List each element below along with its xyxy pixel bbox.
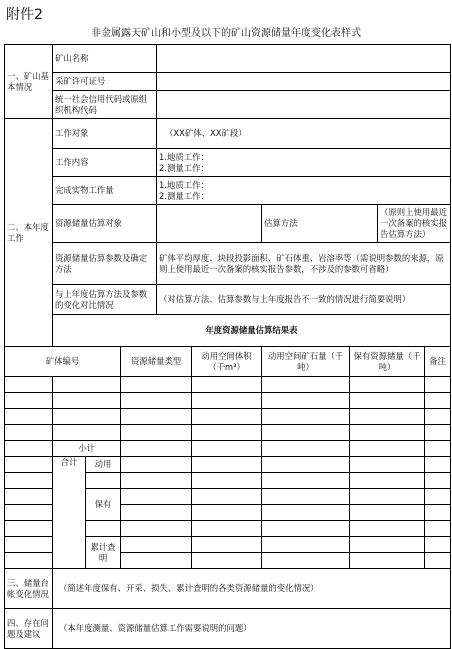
- used-label: 动用: [86, 457, 121, 473]
- section1-label: 一、矿山基本情况: [5, 45, 53, 119]
- subtotal-label: 小计: [53, 441, 121, 457]
- table-row: [5, 409, 451, 425]
- table-row: [5, 377, 451, 393]
- params-label: 资源储量估算参数及确定方法: [53, 243, 157, 285]
- section4-label: 四、存在问题及建议: [5, 609, 53, 649]
- col-header-ore: 动用空间矿石量（千吨）: [262, 347, 350, 377]
- col-header-orebody: 矿体编号: [5, 347, 121, 377]
- col-header-retained: 保有资源储量（千吨）: [350, 347, 425, 377]
- work-object-value: （XX矿体、XX矿段）: [157, 119, 451, 149]
- table-row: [5, 393, 451, 409]
- compare-label: 与上年度估算方法及参数的变化对比情况: [53, 285, 157, 315]
- physical-work-label: 完成实物工作量: [53, 177, 157, 205]
- col-header-remarks: 备注: [425, 347, 451, 377]
- section3-value: （简述年度保有、开采、损失、累计查明的各类资源储量的变化情况）: [53, 569, 451, 609]
- credit-code-value[interactable]: [157, 91, 451, 119]
- physical-work-value: [157, 177, 451, 205]
- work-content-line-2: 2.测量工作：: [159, 162, 209, 173]
- estimate-method-label: 估算方法: [262, 205, 378, 243]
- estimate-method-note: （原则上使用最近一次备案的核实报告估算方法）: [378, 205, 451, 243]
- cumulative-label: 累计查明: [86, 537, 121, 569]
- work-content-line-1: 1.地质工作：: [159, 151, 209, 162]
- section3-label: 三、储量台帐变化情况: [5, 569, 53, 609]
- col-header-volume: 动用空间体积（千m³）: [192, 347, 262, 377]
- attachment-label: 附件2: [6, 7, 43, 23]
- reserve-change-form: [4, 44, 451, 649]
- physical-work-line-2: 2.测量工作：: [159, 190, 209, 201]
- section4-value: （本年度测量、资源储量估算工作需要说明的问题）: [53, 609, 451, 649]
- retained-label: 保有: [86, 489, 121, 521]
- mine-name-value[interactable]: [157, 45, 451, 73]
- table-row: [5, 425, 451, 441]
- license-value[interactable]: [157, 73, 451, 91]
- form-title: 非金属露天矿山和小型及以下的矿山资源储量年度变化表样式: [91, 28, 361, 39]
- work-object-label: 工作对象: [53, 119, 157, 149]
- license-label: 采矿许可证号: [53, 73, 157, 91]
- estimate-object-label: 资源储量估算对象: [53, 205, 157, 243]
- compare-value: （对估算方法、估算参数与上年度报告不一致的情况进行简要说明）: [157, 285, 451, 315]
- estimate-object-value[interactable]: [157, 205, 262, 243]
- work-content-label: 工作内容: [53, 149, 157, 177]
- col-header-type: 资源储量类型: [121, 347, 192, 377]
- section2-label: 二、本年度工作: [5, 119, 53, 347]
- work-content-value: [157, 149, 451, 177]
- credit-code-label: 统一社会信用代码或原组织机构代码: [53, 91, 157, 119]
- params-value: 矿体平均厚度、块段投影面积、矿石体重、岩溶率等（需说明参数的来源，原则上使用最近一次备案的核实报告参数，不涉及的参数可省略）: [157, 243, 451, 285]
- mine-name-label: 矿山名称: [53, 45, 157, 73]
- results-table-title: 年度资源储量估算结果表: [53, 315, 451, 347]
- total-label: 合计: [53, 457, 86, 569]
- physical-work-line-1: 1.地质工作：: [159, 179, 209, 190]
